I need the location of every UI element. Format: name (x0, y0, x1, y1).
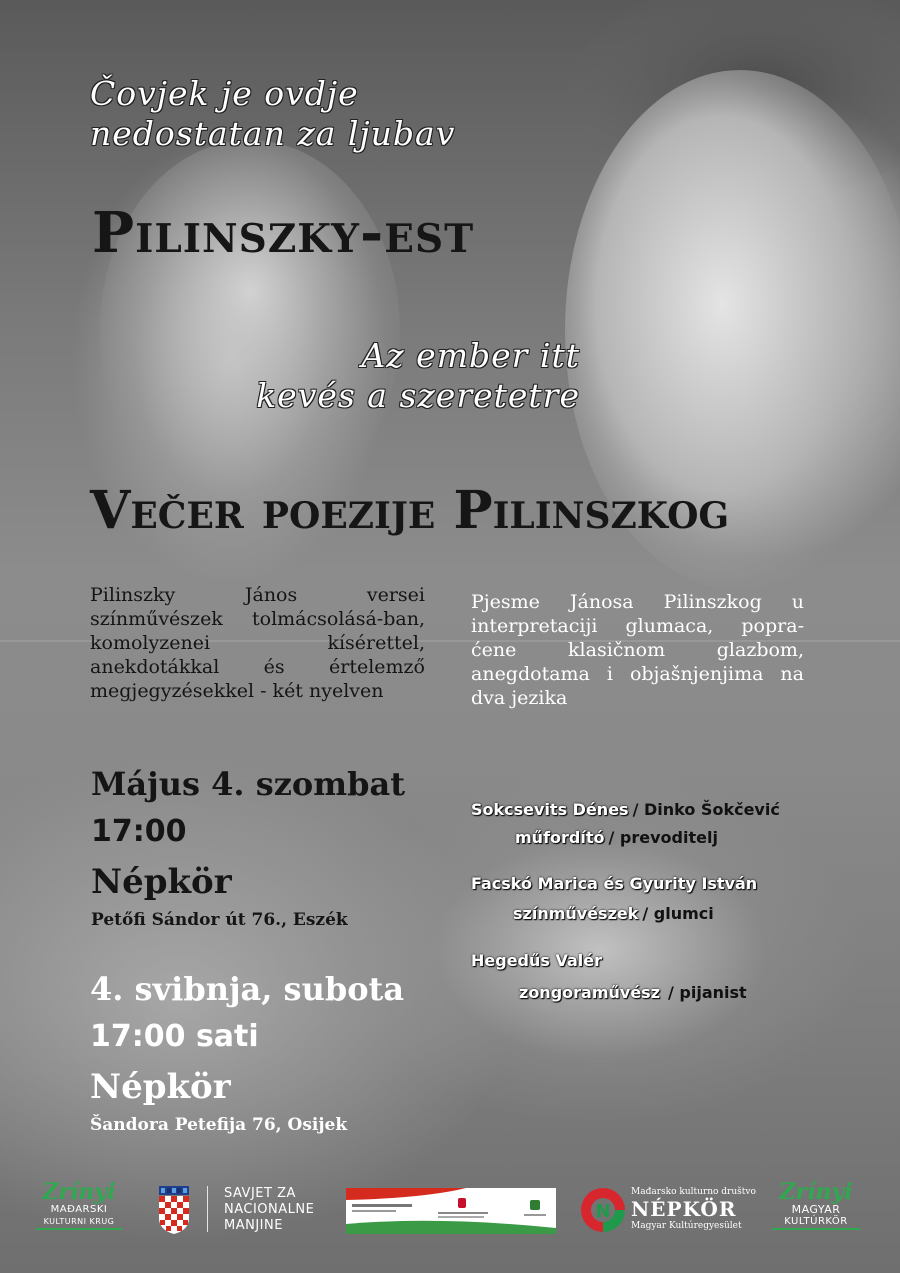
event-hr-address: Šandora Petefija 76, Osijek (90, 1115, 348, 1135)
hand-shape (100, 140, 400, 520)
nepkor-text (631, 1186, 756, 1232)
credits (471, 800, 881, 1003)
zrinyi-left-name: Zrínyi (42, 1179, 116, 1205)
hu-motto (200, 336, 580, 416)
credit-role-hu: színművészek (513, 904, 639, 923)
event-hu (91, 762, 405, 934)
credit-name-hr: / Dinko Šokčević (632, 800, 780, 819)
hr-motto-line1: Čovjek je ovdje (90, 74, 359, 113)
nepkor-top: Mađarsko kulturno društvo (631, 1187, 756, 1197)
nepkor-name: NÉPKÖR (631, 1197, 737, 1221)
credit-role-hr: / glumci (642, 904, 714, 923)
event-hu-venue: Népkör (91, 862, 232, 902)
hu-motto-line1: Az ember itt (361, 336, 580, 375)
croatia-coat-of-arms-icon (157, 1186, 191, 1234)
savjet-line2: NACIONALNE (224, 1202, 315, 1217)
zrinyi-right-line2: KULTÚRKÖR (772, 1216, 860, 1230)
credit-item (471, 951, 881, 1003)
credit-role-hu: zongoraművész (519, 983, 661, 1002)
event-hr (90, 967, 404, 1139)
hr-motto-line2: nedostatan za ljubav (90, 114, 456, 153)
zrinyi-logo-left (36, 1180, 122, 1230)
zrinyi-right-name: Zrínyi (779, 1179, 853, 1205)
credit-item (471, 874, 881, 951)
sponsor-strip (0, 1170, 900, 1250)
event-hu-date: Május 4. szombat (91, 765, 405, 803)
hu-title: Pilinszky-est (92, 200, 475, 266)
zrinyi-right-line1: MAGYAR (791, 1203, 841, 1216)
hr-motto (90, 74, 570, 154)
event-hr-time: 17:00 sati (90, 1019, 259, 1054)
event-hr-date: 4. svibnja, subota (90, 970, 405, 1008)
nepkor-bottom: Magyar Kultúregyesület (631, 1221, 742, 1231)
svg-text:N: N (595, 1201, 611, 1222)
credit-name-hu: Sokcsevits Dénes (471, 800, 629, 819)
savjet-line3: MANJINE (224, 1218, 283, 1233)
nepkor-logo-icon (579, 1186, 627, 1234)
credit-name-hu: Hegedűs Valér (471, 951, 603, 970)
hu-description: Pilinszky János versei színművészek tolmácsolásá-ban, komolyzenei kísérettel, anekdotákkal és értelemző megjegyzésekkel - két nyelven (90, 584, 425, 702)
savjet-divider (207, 1186, 208, 1232)
hr-title: Večer poezije Pilinszkog (90, 480, 730, 541)
hr-description: Pjesme Jánosa Pilinszkog u interpretaciji glumaca, popra-ćene klasičnom glazbom, anegdotama i objašnjenjima na dva jezika (471, 591, 804, 709)
hu-motto-line2: kevés a szeretetre (256, 376, 580, 415)
credit-name-hu: Facskó Marica és Gyurity István (471, 874, 758, 893)
credit-role-hr: / pijanist (668, 983, 747, 1002)
credit-role-hu: műfordító (515, 828, 605, 847)
savjet-line1: SAVJET ZA (224, 1186, 296, 1201)
event-hu-time: 17:00 (91, 814, 187, 849)
event-hr-venue: Népkör (90, 1067, 231, 1107)
zrinyi-logo-right (772, 1180, 860, 1230)
zrinyi-left-line2: KULTURNI KRUG (36, 1216, 122, 1230)
savjet-text (224, 1186, 314, 1234)
hungarian-government-banner-icon (346, 1188, 556, 1234)
credit-item (471, 800, 881, 874)
credit-role-hr: / prevoditelj (608, 828, 718, 847)
event-hu-address: Petőfi Sándor út 76., Eszék (91, 910, 348, 930)
zrinyi-left-line1: MAĐARSKI (50, 1204, 108, 1215)
